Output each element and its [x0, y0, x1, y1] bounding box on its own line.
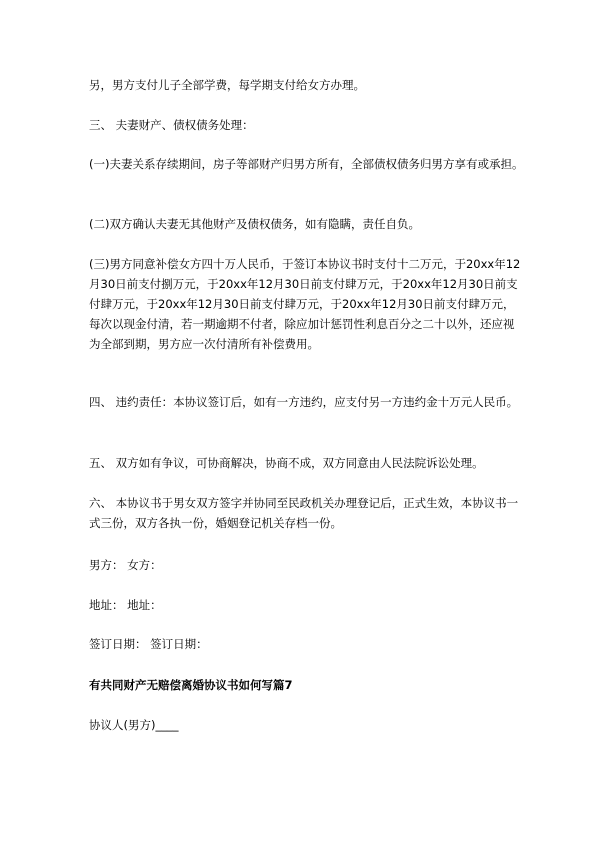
paragraph-property-ownership: (一)夫妻关系存续期间，房子等部财产归男方所有，全部债权债务归男方享有或承担。	[89, 157, 524, 171]
paragraph-effect: 六、 本协议书于男女双方签字并协同至民政机关办理登记后，正式生效，本协议书一式三份，双方各执一份，婚姻登记机关存档一份。	[89, 496, 519, 530]
signature-address: 地址： 地址：	[89, 598, 162, 612]
paragraph-breach-liability: 四、 违约责任：本协议签订后，如有一方违约，应支付另一方违约金十万元人民币。	[89, 395, 519, 409]
signature-parties: 男方： 女方：	[89, 558, 162, 572]
paragraph-no-other-property: (二)双方确认夫妻无其他财产及债权债务，如有隐瞒，责任自负。	[89, 217, 420, 231]
paragraph-tuition: 另，男方支付儿子全部学费，每学期支付给女方办理。	[89, 78, 365, 92]
section-title: 有共同财产无赔偿离婚协议书如何写篇7	[89, 678, 293, 692]
party-line: 协议人(男方)____	[89, 718, 179, 732]
paragraph-dispute: 五、 双方如有争议，可协商解决，协商不成，双方同意由人民法院诉讼处理。	[89, 456, 484, 470]
signature-date: 签订日期： 签订日期：	[89, 637, 208, 651]
paragraph-property-heading: 三、 夫妻财产、债权债务处理：	[89, 118, 254, 132]
paragraph-compensation: (三)男方同意补偿女方四十万人民币，于签订本协议书时支付十二万元，于20xx年12月30日前支付捌万元，于20xx年12月30日前支付肆万元，于20xx年12月30日前支付肆万元，于20xx年12月30日前支付肆万元，于20xx年12月30日前支付肆万元，每次以现金付清，若一期逾期不付者，除应加计惩罚性利息百分之二十以外，还应视为全部到期，男方应一次付清所有补偿费用。	[89, 257, 521, 351]
